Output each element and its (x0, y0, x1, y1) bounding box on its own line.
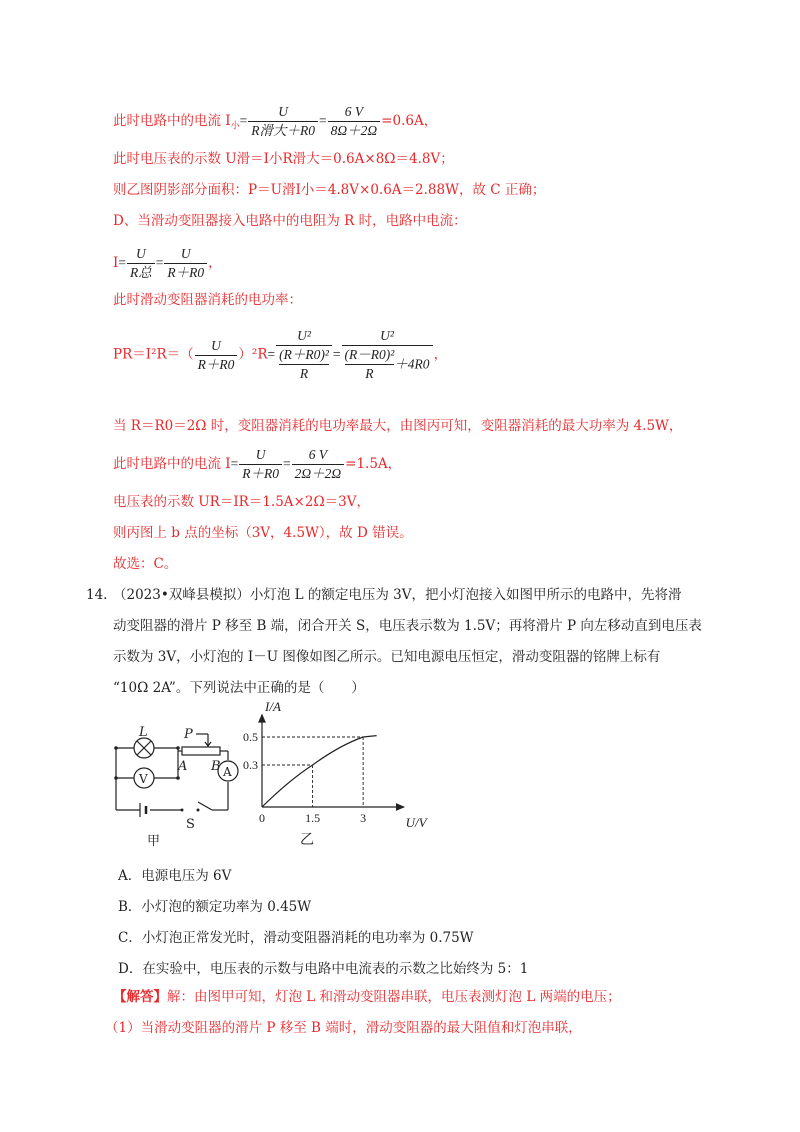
numerator: U² (276, 327, 332, 346)
solution-line-power-intro: 此时滑动变阻器消耗的电功率： (113, 292, 302, 308)
numerator: U² (342, 327, 433, 346)
solution-line-current-min: 此时电路中的电流 $I_小=$ $\frac{U}{\text{R滑大＋R0}}$ = $\frac{6 V}{8\Omega+2\Omega}$ =0.6A， (113, 104, 438, 138)
text: =1.5A， (345, 456, 402, 472)
denominator: R＋R0 (242, 466, 279, 481)
y-axis-label: I/A (265, 699, 281, 714)
numerator: 6 V (292, 446, 345, 465)
denominator: 8Ω＋2Ω (330, 123, 378, 138)
x-axis-label: U/V (405, 815, 427, 830)
solution-line-power-formula: PR＝I²R＝（ $\frac{U}{R+R0}$ ）²R= U² (R＋R0)² R = U² $\frac{\text{(R－R0)²}}{R}$ ＋4R0 ， (113, 328, 448, 381)
text: ， (208, 255, 222, 271)
text: 此时电路中的电流 I (113, 456, 231, 472)
solution-line-choice: 故选：C。 (113, 556, 178, 572)
numerator: U (127, 245, 155, 264)
text: (R－R0)² (345, 346, 395, 365)
denominator: R＋R0 (197, 356, 235, 372)
denominator: 2Ω＋2Ω (294, 466, 342, 481)
text: PR＝I²R＝（ (113, 346, 194, 363)
fraction (276, 327, 332, 383)
voltmeter-label: V (139, 772, 148, 786)
circuit-caption: 甲 (147, 834, 161, 849)
option-d[interactable]: D．在实验中，电压表的示数与电路中电流表的示数之比始终为 5：1 (118, 961, 529, 977)
text: R (365, 366, 374, 381)
text: 小 (230, 121, 240, 132)
numerator: U (164, 245, 207, 264)
iu-graph (240, 699, 427, 835)
slider-label: P (184, 727, 193, 742)
y-axis-arrow (259, 715, 265, 722)
lamp-label: L (139, 725, 148, 740)
text: =0.6A， (381, 113, 438, 129)
circuit-diagram (100, 712, 250, 862)
answer-line-2: （1）当滑动变阻器的滑片 P 移至 B 端时，滑动变阻器的最大阻值和灯泡串联， (105, 1020, 582, 1036)
denominator: R滑大＋R0 (251, 123, 316, 138)
text: ＋4R0 (394, 356, 430, 372)
denominator: R总 (129, 265, 152, 280)
fraction (239, 446, 282, 483)
x-tick-label: 3 (360, 811, 367, 825)
fraction (342, 327, 433, 383)
question-line-4: “10Ω 2A”。下列说法中正确的是（ ） (113, 680, 365, 696)
solution-line-current-formula: I= $\frac{U}{\text{R总}}$ = $\frac{U}{R+R0}$ ， (113, 246, 222, 280)
end-b-label: B (211, 759, 221, 774)
ammeter-label: A (223, 765, 232, 779)
solution-line-point-b: 则丙图上 b 点的坐标（3V，4.5W），故 D 错误。 (113, 525, 413, 541)
solution-line-current-max: 此时电路中的电流 I= $\frac{U}{R+R0}$ = $\frac{6 V}{2\Omega+2\Omega}$ =1.5A， (113, 447, 402, 481)
fraction (164, 245, 207, 282)
y-tick-label: 0.5 (243, 730, 258, 744)
numerator: 6 V (328, 103, 381, 122)
option-c[interactable]: C．小灯泡正常发光时，滑动变阻器消耗的电功率为 0.75W (118, 930, 474, 946)
end-a-label: A (178, 759, 188, 774)
x-tick-label: 1.5 (305, 811, 321, 825)
y-tick-label: 0.3 (243, 758, 258, 772)
answer-tag: 【解答】 (113, 989, 167, 1005)
x-axis-arrow (397, 804, 404, 810)
text: 解：由图甲可知，灯泡 L 和滑动变阻器串联，电压表测灯泡 L 两端的电压； (167, 989, 621, 1005)
denominator (276, 346, 332, 383)
solution-line-max-power: 当 R＝R0＝2Ω 时，变阻器消耗的电功率最大，由图丙可知，变阻器消耗的最大功率为 4.5W， (113, 418, 683, 434)
fraction (328, 103, 381, 140)
denominator: R＋R0 (167, 265, 205, 280)
text: 此时电路中的电流 I (113, 113, 231, 129)
solution-line-area: 则乙图阴影部分面积：P＝U滑I小＝4.8V×0.6A＝2.88W，故 C 正确； (113, 182, 546, 198)
text: ）²R (238, 346, 268, 363)
solution-line-d: D、当滑动变阻器接入电路中的电阻为 R 时，电路中电流： (113, 213, 467, 229)
origin-label: 0 (259, 811, 265, 825)
fraction (248, 103, 318, 140)
text: (R＋R0)² (279, 346, 329, 365)
numerator: U (239, 446, 282, 465)
numerator: U (195, 337, 238, 356)
fraction (195, 337, 238, 374)
fraction (127, 245, 155, 282)
numerator: U (248, 103, 318, 122)
option-a[interactable]: A．电源电压为 6V (118, 868, 232, 884)
solution-line-ur: 电压表的示数 UR＝IR＝1.5A×2Ω＝3V， (113, 494, 370, 510)
switch-label: S (186, 817, 195, 832)
iu-curve (262, 736, 377, 807)
denominator (342, 346, 433, 383)
question-line-2: 动变阻器的滑片 P 移至 B 端，闭合开关 S，电压表示数为 1.5V；再将滑片 P 向左移动直到电压表 (113, 618, 702, 634)
graph-caption: 乙 (300, 832, 314, 848)
question-number: 14. (86, 587, 108, 603)
text: R (299, 366, 309, 381)
solution-line-voltmeter: 此时电压表的示数 U滑＝I小R滑大＝0.6A×8Ω＝4.8V； (113, 151, 454, 167)
inner-fraction (345, 346, 395, 383)
fraction (292, 446, 345, 483)
answer-line-1 (113, 988, 621, 1006)
question-line-1: （2023•双峰县模拟）小灯泡 L 的额定电压为 3V，把小灯泡接入如图甲所示的电路中，先将滑 (113, 587, 682, 603)
question-line-3: 示数为 3V，小灯泡的 I－U 图像如图乙所示。已知电源电压恒定，滑动变阻器的铭牌上标有 (113, 649, 661, 665)
option-b[interactable]: B．小灯泡的额定功率为 0.45W (118, 899, 312, 915)
